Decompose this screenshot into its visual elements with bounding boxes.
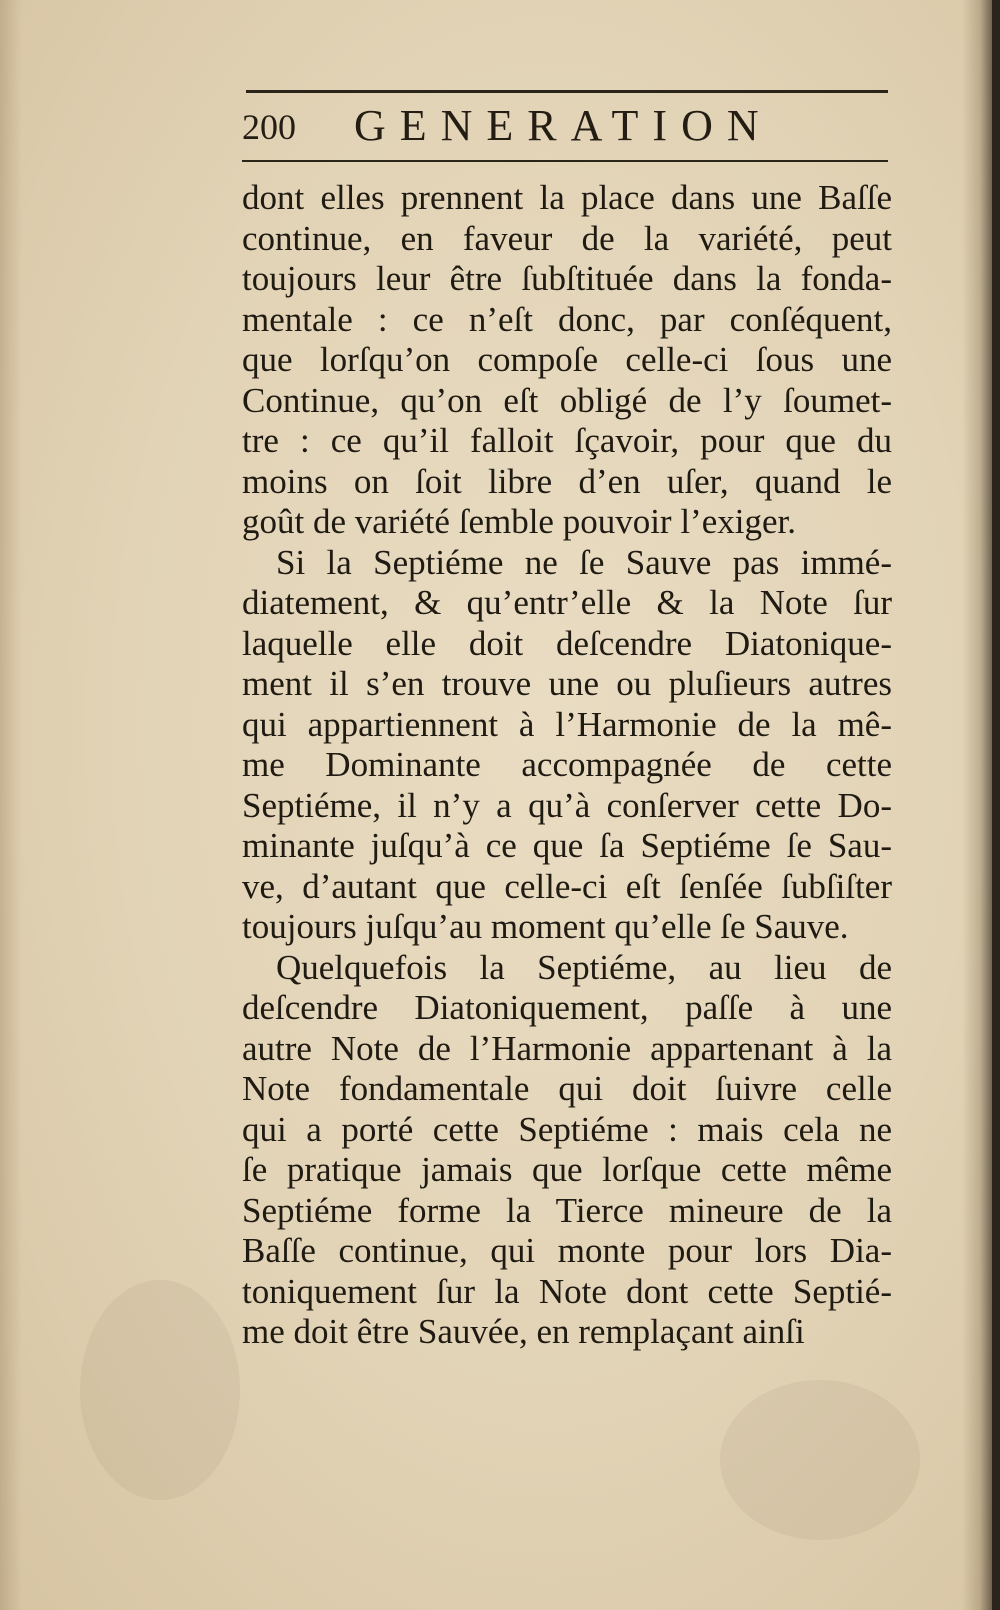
text-line: Baſſe continue, qui monte pour lors Dia-	[242, 1231, 892, 1270]
paper-stain	[80, 1280, 240, 1500]
paper-stain	[720, 1380, 920, 1540]
text-line: ve, d’autant que celle-ci eſt ſenſée ſubſiſter	[242, 866, 892, 906]
text-line: que lorſqu’on compoſe celle-ci ſous une	[242, 340, 892, 379]
text-line: toniquement ſur la Note dont cette Septié-	[242, 1271, 892, 1311]
text-line: mentale : ce n’eſt donc, par conſéquent,	[242, 299, 892, 339]
text-line: ſe pratique jamais que lorſque cette même	[242, 1150, 892, 1189]
text-line: dont elles prennent la place dans une Baſſe	[242, 178, 892, 217]
text-line: qui a porté cette Septiéme : mais cela ne	[242, 1109, 892, 1149]
paragraph-3	[242, 948, 892, 1353]
text-line: Septiéme forme la Tierce mineure de la	[242, 1190, 892, 1230]
paragraph-1	[242, 178, 892, 543]
text-line: qui appartiennent à l’Harmonie de la mê-	[242, 704, 892, 744]
body-text	[242, 178, 892, 1353]
text-line: diatement, & qu’entr’elle & la Note ſur	[242, 583, 892, 622]
text-line: ment il s’en trouve une ou pluſieurs autres	[242, 664, 892, 703]
page-left-shadow	[0, 0, 22, 1610]
text-line: minante juſqu’à ce que ſa Septiéme ſe Sau-	[242, 826, 892, 865]
text-line: moins on ſoit libre d’en uſer, quand le	[242, 461, 892, 501]
text-line: goût de variété ſemble pouvoir l’exiger.	[242, 502, 796, 541]
text-line: deſcendre Diatoniquement, paſſe à une	[242, 988, 892, 1027]
text-line: me Dominante accompagnée de cette	[242, 745, 892, 784]
header-rule-top	[246, 90, 888, 93]
page-right-shadow	[962, 0, 992, 1610]
text-line: Continue, qu’on eſt obligé de l’y ſoumet-	[242, 380, 892, 420]
header-rule-bottom	[242, 160, 888, 162]
text-line: Septiéme, il n’y a qu’à conſerver cette Do-	[242, 785, 892, 825]
text-line: laquelle elle doit deſcendre Diatonique-	[242, 623, 892, 663]
text-line: Note fondamentale qui doit ſuivre celle	[242, 1069, 892, 1108]
page-header	[242, 100, 892, 152]
text-line: continue, en faveur de la variété, peut	[242, 218, 892, 258]
text-line: toujours juſqu’au moment qu’elle ſe Sauve.	[242, 907, 849, 946]
text-line: Quelquefois la Septiéme, au lieu de	[276, 947, 892, 987]
text-line: toujours leur être ſubſtituée dans la fonda-	[242, 259, 892, 298]
running-title: GENERATION	[354, 101, 773, 150]
text-line: autre Note de l’Harmonie appartenant à la	[242, 1028, 892, 1068]
text-line: me doit être Sauvée, en remplaçant ainſi	[242, 1312, 805, 1351]
page-number: 200	[242, 107, 296, 147]
text-line: tre : ce qu’il falloit ſçavoir, pour que du	[242, 421, 892, 460]
paragraph-2	[242, 543, 892, 948]
text-line: Si la Septiéme ne ſe Sauve pas immé-	[276, 542, 892, 582]
